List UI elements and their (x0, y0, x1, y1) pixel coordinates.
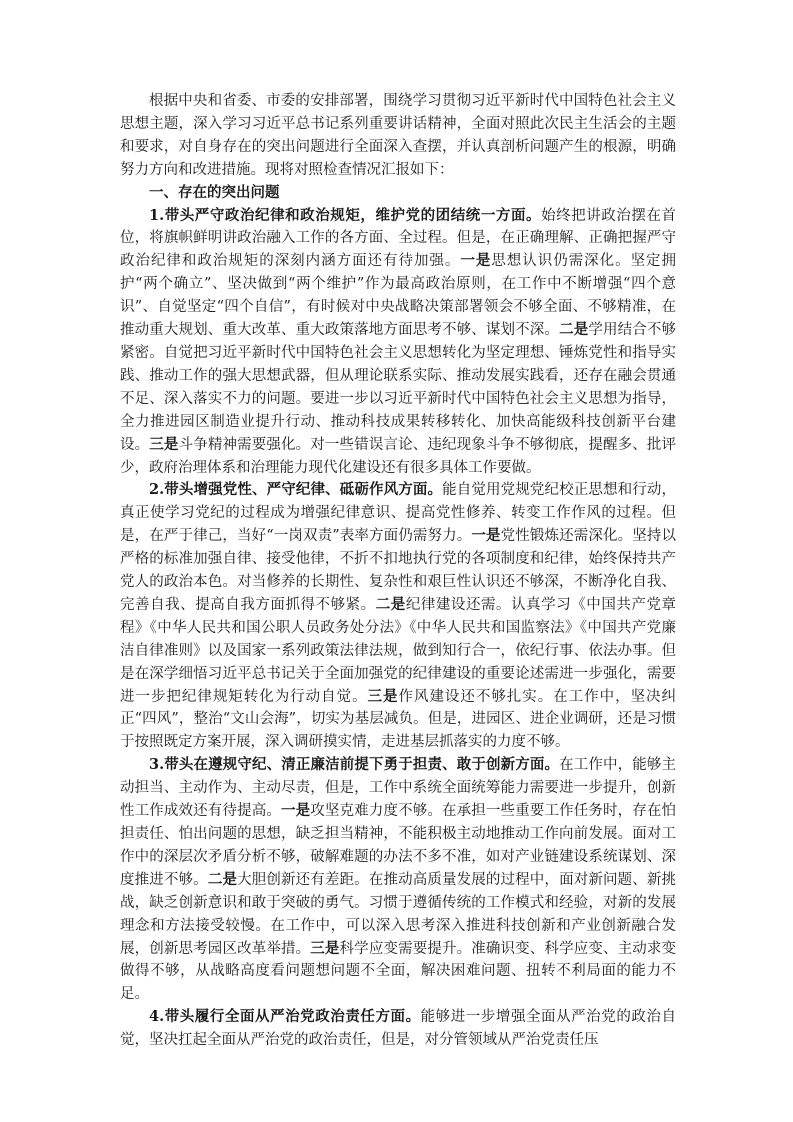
item-title-3: 3.带头在遵规守纪、清正廉洁前提下勇于担责、敢于创新方面。 (149, 756, 560, 774)
point-label: 三是 (310, 939, 340, 957)
item-title-2: 2.带头增强党性、严守纪律、砥砺作风方面。 (149, 481, 443, 499)
item-paragraph-2 (120, 479, 676, 754)
item-text-2: 能自觉用党规党纪校正思想和行动，真正使学习党纪的过程成为增强纪律意识、提高党性修养、转变工作作风的过程。但是，在严于律己，当好“一岗双责”表率方面仍需努力。 (120, 482, 677, 545)
point-text: 大胆创新还有差距。在推动高质量发展的过程中，面对新问题、新挑战，缺乏创新意识和敢于突破的勇气。习惯于遵循传统的工作模式和经验，对新的发展理念和方法接受较慢。在工作中，可以深入思考深入推进科技创新和产业创新融合发展，创新思考园区改革举措。 (120, 871, 677, 957)
point-text: 思想认识仍需深化。坚定拥护“两个确立”、坚决做到“两个维护”作为最高政治原则，在工作中不断增强“四个意识”、自觉坚定“四个自信”，有时候对中央战略决策部署领会不够全面、不够精准，在推动重大规划、重大改革、重大政策落地方面思考不够、谋划不深。 (120, 253, 677, 339)
point-text: 攻坚克难力度不够。在承担一些重要工作任务时，存在怕担责任、怕出问题的思想，缺乏担当精神，不能积极主动地推动工作向前发展。面对工作中的深层次矛盾分析不够，破解难题的办法不多不准，如对产业链建设系统谋划、深度推进不够。 (120, 803, 677, 888)
document-page (120, 90, 676, 1052)
item-paragraph-3 (120, 754, 676, 1006)
item-paragraph-1 (120, 205, 676, 480)
point-text: 纪律建设还需。认真学习《中国共产党章程》《中华人民共和国公职人员政务处分法》《中华人民共和国监察法》《中国共产党廉洁自律准则》以及国家一系列政策法律法规，做到知行合一，依纪行事、依法办事。但是在深学细悟习近平总书记关于全面加强党的纪律建设的重要论述需进一步强化，需要进一步把纪律规矩转化为行动自觉。 (120, 596, 677, 705)
item-paragraph-4 (120, 1006, 676, 1052)
point-label: 一是 (460, 252, 492, 270)
point-text: 党性锻炼还需深化。坚持以严格的标准加强自律、接受他律，不折不扣地执行党的各项制度和纪律，始终保持共产党人的政治本色。对当修养的长期性、复杂性和艰巨性认识还不够深，不断净化自我、完善自我、提高自我方面抓得不够紧。 (120, 528, 677, 613)
point-text: 学用结合不够紧密。自觉把习近平新时代中国特色社会主义思想转化为坚定理想、锤炼党性和指导实践、推动工作的强大思想武器，但从理论联系实际、推动发展实践看，还存在融会贯通不足、深入落实不力的问题。要进一步以习近平新时代中国特色社会主义思想为指导，全力推进园区制造业提升行动、推动科技成果转移转化、加快高能级科技创新平台建设。 (120, 322, 677, 453)
item-title-4: 4.带头履行全面从严治党政治责任方面。 (149, 1008, 421, 1026)
point-label: 二是 (375, 595, 406, 613)
item-text-3: 在工作中，能够主动担当、主动作为、主动尽责，但是，工作中系统全面统筹能力需要进一步提升，创新性工作成效还有待提高。 (120, 757, 676, 820)
point-text: 斗争精神需要强化。对一些错误言论、违纪现象斗争不够彻底，提醒多、批评少，政府治理体系和治理能力现代化建设还有很多具体工作要做。 (120, 436, 677, 476)
item-text-1: 始终把讲政治摆在首位，将旗帜鲜明讲政治融入工作的各方面、全过程。但是，在正确理解、正确把握严守政治纪律和政治规矩的深刻内涵方面还有待加强。 (120, 207, 676, 270)
point-text: 作风建设还不够扎实。在工作中，坚决纠正“四风”，整治“文山会海”，切实为基层减负。但是，进园区、进企业调研，还是习惯于按照既定方案开展，深入调研摸实情，走进基层抓落实的力度不够。 (120, 688, 677, 751)
point-text: 科学应变需要提升。准确识变、科学应变、主动求变做得不够，从战略高度看问题想问题不全面，解决困难问题、扭转不利局面的能力不足。 (120, 940, 677, 1003)
point-label: 一是 (471, 527, 501, 545)
point-label: 一是 (281, 802, 311, 820)
item-title-1: 1.带头严守政治纪律和政治规矩，维护党的团结统一方面。 (149, 206, 542, 224)
point-label: 三是 (149, 435, 179, 453)
point-label: 二是 (207, 870, 238, 888)
point-label: 二是 (559, 321, 589, 339)
intro-paragraph: 根据中央和省委、市委的安排部署，围绕学习贯彻习近平新时代中国特色社会主义思想主题，深入学习习近平总书记系列重要讲话精神，全面对照此次民主生活会的主题和要求，对自身存在的突出问题进行全面深入查摆，并认真剖析问题产生的根源，明确努力方向和改进措施。现将对照检查情况汇报如下： (120, 93, 676, 178)
item-text-4: 能够进一步增强全面从严治党的政治自觉，坚决扛起全面从严治党的政治责任，但是，对分管领域从严治党责任压 (120, 1009, 676, 1049)
point-label: 三是 (367, 687, 399, 705)
section-heading: 一、存在的突出问题 (149, 183, 280, 201)
